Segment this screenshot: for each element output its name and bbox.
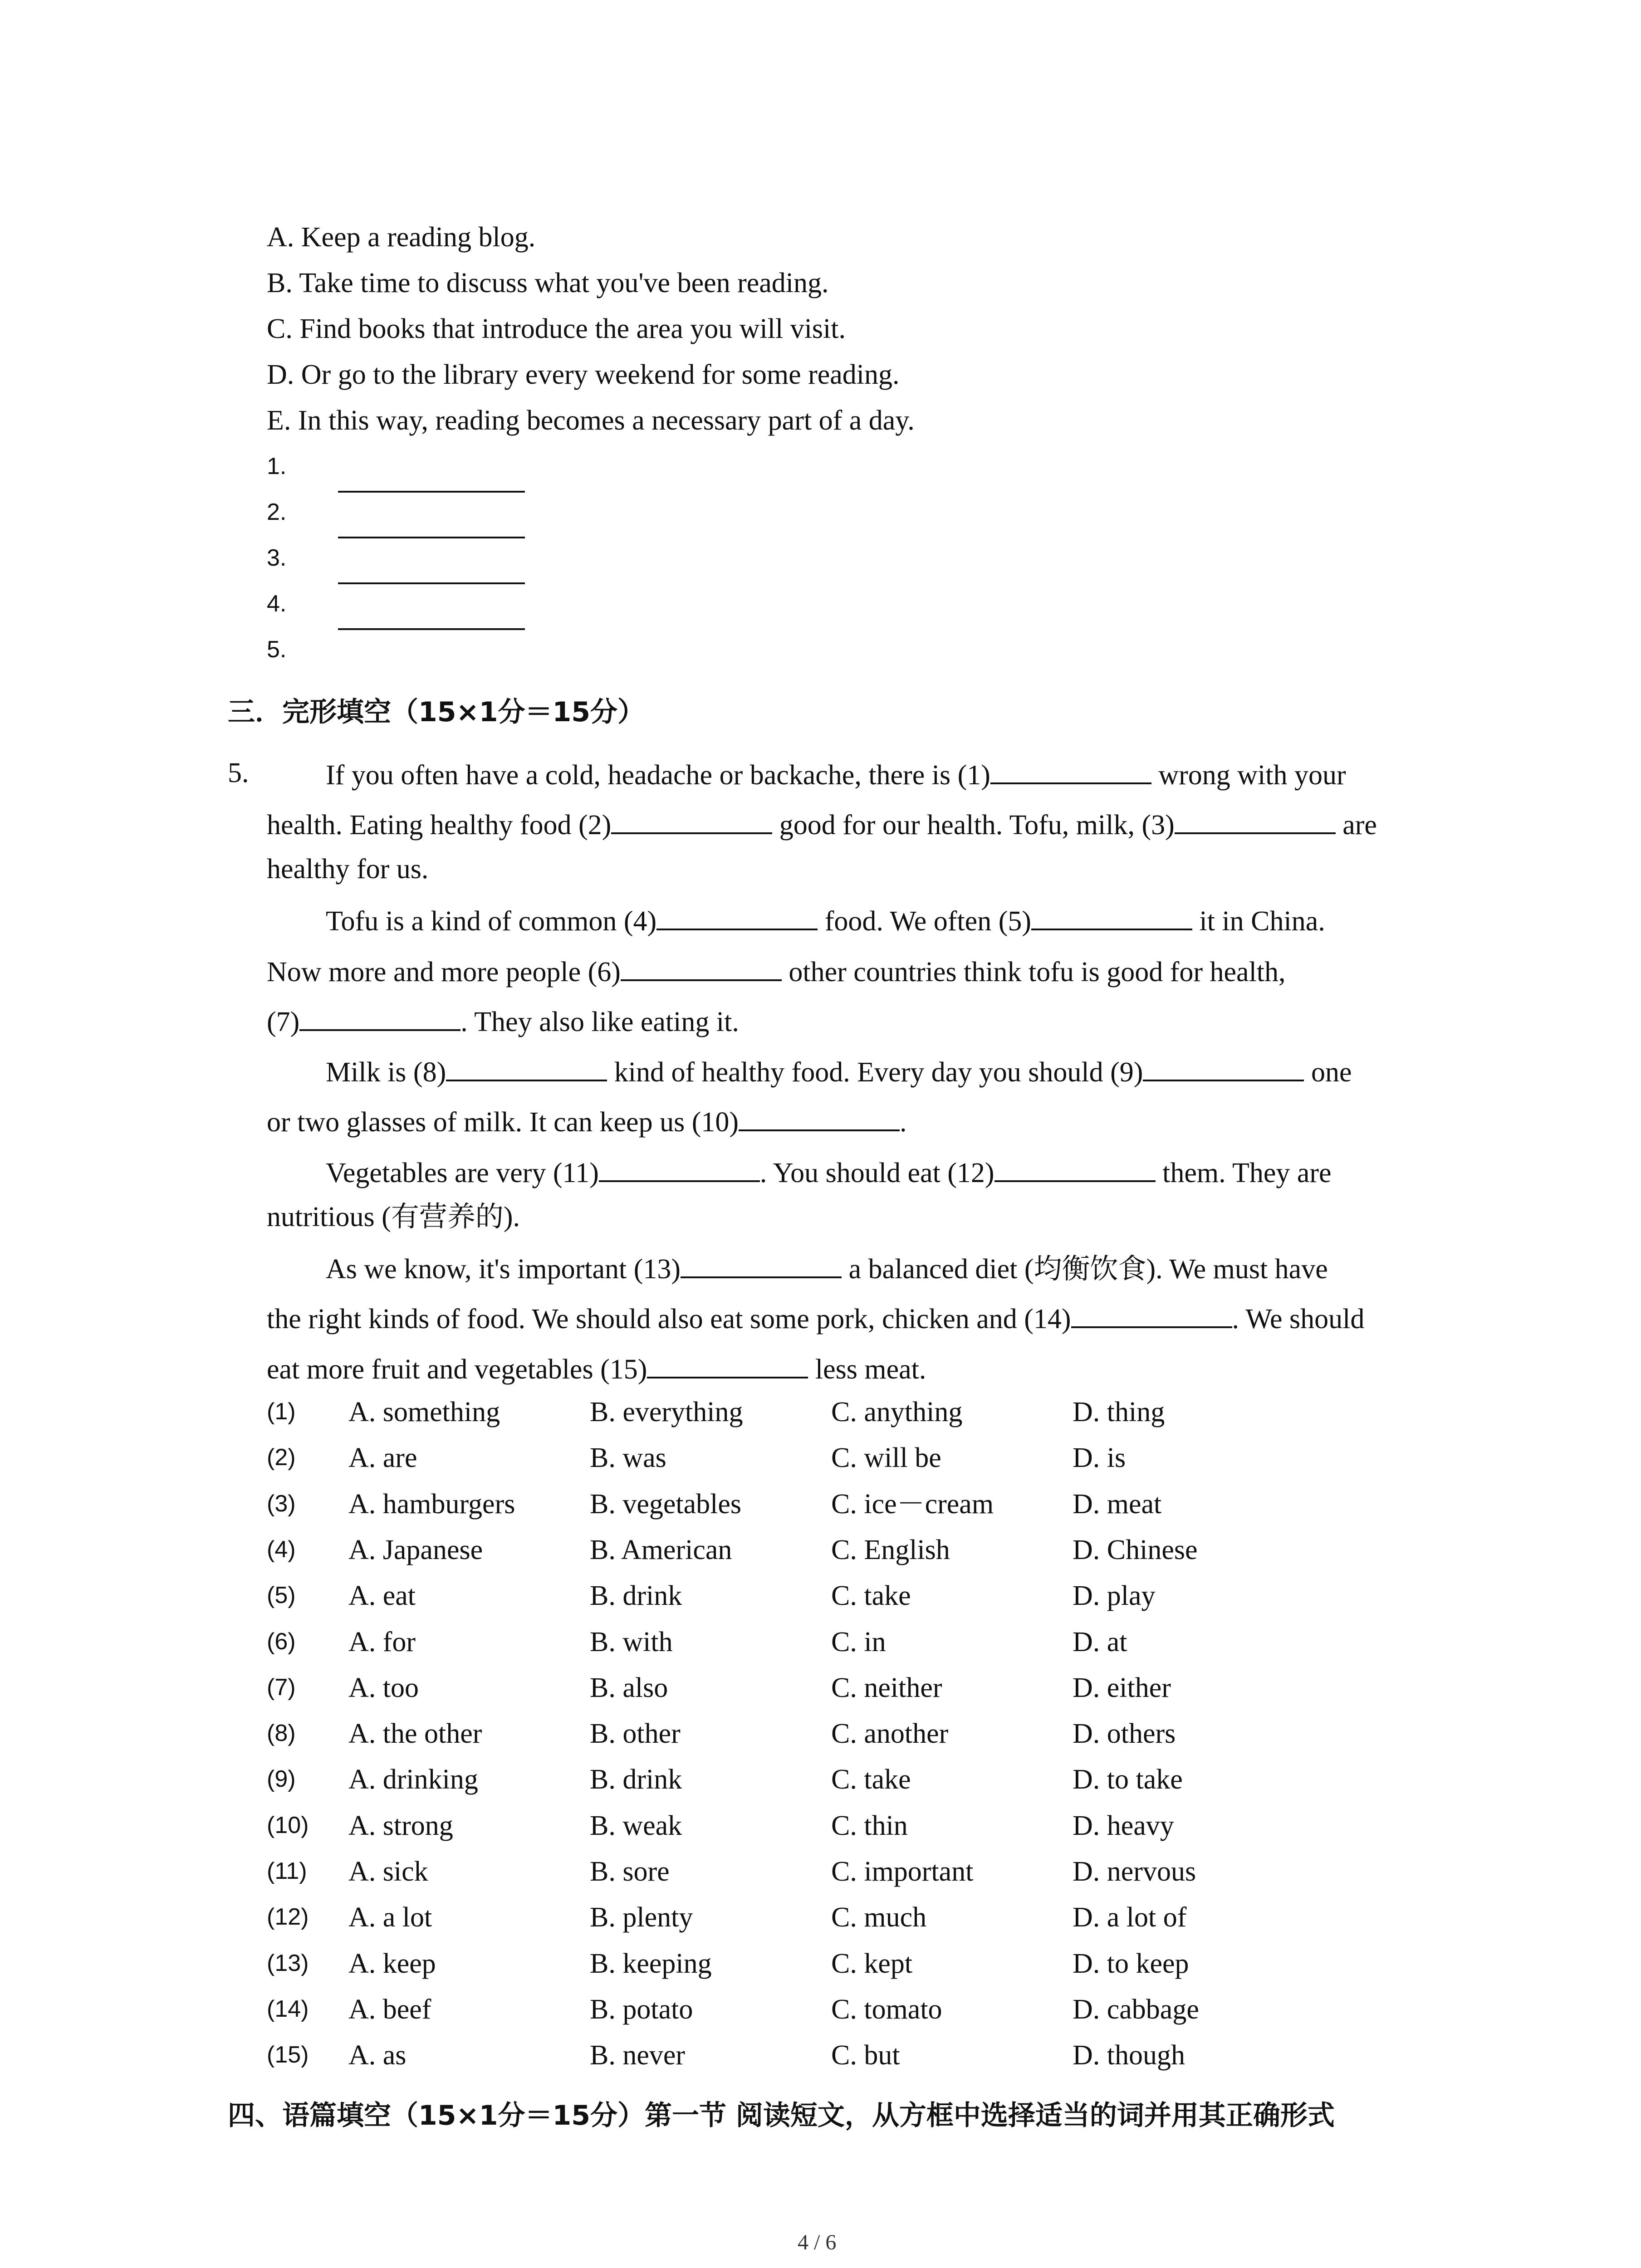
choice-number: (14) xyxy=(267,1996,309,2022)
choice-c[interactable]: C. will be xyxy=(831,1442,941,1473)
choice-a[interactable]: A. eat xyxy=(348,1580,416,1611)
choice-c[interactable]: C. in xyxy=(831,1627,886,1657)
blank-3[interactable] xyxy=(1175,809,1336,834)
choice-a[interactable]: A. hamburgers xyxy=(348,1489,515,1520)
choice-a[interactable]: A. as xyxy=(348,2040,407,2071)
blank-2[interactable] xyxy=(611,809,772,834)
choice-b[interactable]: B. drink xyxy=(590,1764,682,1795)
choice-number: (11) xyxy=(267,1858,307,1884)
choice-d[interactable]: D. at xyxy=(1073,1627,1127,1657)
choice-number: (13) xyxy=(267,1950,309,1976)
passage-line: Vegetables are very (11) . You should eat (12) them. They are xyxy=(326,1158,1332,1188)
choice-c[interactable]: C. English xyxy=(831,1535,950,1565)
blank-7[interactable] xyxy=(299,1006,460,1031)
passage-line: Now more and more people (6) other countries think tofu is good for health, xyxy=(267,957,1286,987)
passage-line: Tofu is a kind of common (4) food. We often (5) it in China. xyxy=(326,906,1325,937)
choice-d[interactable]: D. meat xyxy=(1073,1489,1162,1520)
choice-d[interactable]: D. though xyxy=(1073,2040,1185,2071)
section-heading-cloze: 三．完形填空（15×1分＝15分） xyxy=(228,696,645,728)
choice-number: (4) xyxy=(267,1536,296,1563)
choice-b[interactable]: B. drink xyxy=(590,1580,682,1611)
choice-c[interactable]: C. another xyxy=(831,1718,949,1749)
choice-b[interactable]: B. also xyxy=(590,1672,668,1703)
choice-d[interactable]: D. Chinese xyxy=(1073,1535,1198,1565)
passage-line: eat more fruit and vegetables (15) less meat. xyxy=(267,1354,926,1385)
choice-a[interactable]: A. the other xyxy=(348,1718,482,1749)
choice-number: (8) xyxy=(267,1720,296,1746)
blank-13[interactable] xyxy=(681,1253,842,1278)
choice-a[interactable]: A. beef xyxy=(348,1994,431,2025)
choice-number: (15) xyxy=(267,2042,309,2068)
choice-number: (10) xyxy=(267,1812,309,1838)
choice-b[interactable]: B. with xyxy=(590,1627,673,1657)
passage-line: healthy for us. xyxy=(267,854,429,885)
choice-d[interactable]: D. play xyxy=(1073,1580,1156,1611)
choice-b[interactable]: B. never xyxy=(590,2040,686,2071)
answer-line[interactable] xyxy=(338,537,525,538)
blank-12[interactable] xyxy=(994,1157,1156,1182)
choice-c[interactable]: C. thin xyxy=(831,1810,908,1841)
passage-line: If you often have a cold, headache or backache, there is (1) wrong with your xyxy=(326,760,1346,791)
choice-c[interactable]: C. take xyxy=(831,1764,911,1795)
passage-line: As we know, it's important (13) a balanced diet (均衡饮食). We must have xyxy=(326,1254,1328,1285)
choice-d[interactable]: D. either xyxy=(1073,1672,1171,1703)
answer-number: 5. xyxy=(267,636,287,663)
blank-8[interactable] xyxy=(446,1056,607,1081)
passage-line: or two glasses of milk. It can keep us (10) . xyxy=(267,1107,907,1138)
question-number: 5. xyxy=(228,758,249,788)
option-e: E. In this way, reading becomes a necessary part of a day. xyxy=(267,405,915,436)
choice-c[interactable]: C. ice－cream xyxy=(831,1489,994,1520)
passage-line: nutritious (有营养的). xyxy=(267,1202,520,1232)
choice-b[interactable]: B. sore xyxy=(590,1856,670,1887)
choice-c[interactable]: C. anything xyxy=(831,1397,963,1427)
choice-d[interactable]: D. cabbage xyxy=(1073,1994,1199,2025)
choice-a[interactable]: A. something xyxy=(348,1397,500,1427)
option-b: B. Take time to discuss what you've been reading. xyxy=(267,268,829,298)
choice-c[interactable]: C. kept xyxy=(831,1948,913,1979)
choice-number: (2) xyxy=(267,1444,296,1471)
choice-a[interactable]: A. too xyxy=(348,1672,419,1703)
choice-b[interactable]: B. other xyxy=(590,1718,681,1749)
answer-line[interactable] xyxy=(338,491,525,493)
answer-number: 1. xyxy=(267,453,287,479)
answer-number: 2. xyxy=(267,499,287,525)
choice-b[interactable]: B. weak xyxy=(590,1810,682,1841)
choice-c[interactable]: C. neither xyxy=(831,1672,942,1703)
choice-number: (12) xyxy=(267,1904,309,1930)
blank-10[interactable] xyxy=(739,1106,900,1131)
choice-c[interactable]: C. but xyxy=(831,2040,900,2071)
choice-a[interactable]: A. are xyxy=(348,1442,417,1473)
choice-a[interactable]: A. drinking xyxy=(348,1764,478,1795)
choice-d[interactable]: D. is xyxy=(1073,1442,1126,1473)
choice-number: (9) xyxy=(267,1766,296,1792)
choice-number: (5) xyxy=(267,1582,296,1608)
choice-number: (7) xyxy=(267,1674,296,1701)
option-a: A. Keep a reading blog. xyxy=(267,222,536,253)
blank-14[interactable] xyxy=(1071,1303,1232,1328)
answer-number: 3. xyxy=(267,545,287,571)
choice-d[interactable]: D. to take xyxy=(1073,1764,1183,1795)
passage-line: (7) . They also like eating it. xyxy=(267,1007,739,1037)
blank-4[interactable] xyxy=(656,905,818,930)
choice-a[interactable]: A. a lot xyxy=(348,1902,432,1933)
passage-line: health. Eating healthy food (2) good for our health. Tofu, milk, (3) are xyxy=(267,810,1377,841)
choice-d[interactable]: D. a lot of xyxy=(1073,1902,1187,1933)
blank-5[interactable] xyxy=(1031,905,1192,930)
choice-c[interactable]: C. tomato xyxy=(831,1994,942,2025)
choice-d[interactable]: D. to keep xyxy=(1073,1948,1189,1979)
choice-number: (3) xyxy=(267,1491,296,1517)
answer-number: 4. xyxy=(267,591,287,617)
choice-number: (1) xyxy=(267,1398,296,1425)
blank-6[interactable] xyxy=(621,956,782,981)
choice-a[interactable]: A. keep xyxy=(348,1948,436,1979)
choice-c[interactable]: C. take xyxy=(831,1580,911,1611)
choice-d[interactable]: D. heavy xyxy=(1073,1810,1174,1841)
choice-c[interactable]: C. important xyxy=(831,1856,974,1887)
section-heading-text-fill: 四、语篇填空（15×1分＝15分）第一节 阅读短文，从方框中选择适当的词并用其正确形式 xyxy=(228,2100,1335,2131)
choice-d[interactable]: D. thing xyxy=(1073,1397,1165,1427)
choice-number: (6) xyxy=(267,1628,296,1655)
choice-a[interactable]: A. Japanese xyxy=(348,1535,483,1565)
choice-a[interactable]: A. sick xyxy=(348,1856,428,1887)
choice-b[interactable]: B. vegetables xyxy=(590,1489,742,1520)
page-number: 4 / 6 xyxy=(798,2230,837,2254)
option-c: C. Find books that introduce the area you will visit. xyxy=(267,313,846,344)
choice-b[interactable]: B. keeping xyxy=(590,1948,712,1979)
passage-line: Milk is (8) kind of healthy food. Every day you should (9) one xyxy=(326,1057,1352,1088)
blank-9[interactable] xyxy=(1143,1056,1304,1081)
choice-b[interactable]: B. was xyxy=(590,1442,666,1473)
choice-d[interactable]: D. others xyxy=(1073,1718,1176,1749)
choice-b[interactable]: B. everything xyxy=(590,1397,743,1427)
answer-line[interactable] xyxy=(338,582,525,584)
choice-b[interactable]: B. plenty xyxy=(590,1902,693,1933)
choice-a[interactable]: A. strong xyxy=(348,1810,453,1841)
answer-line[interactable] xyxy=(338,628,525,630)
passage-line: the right kinds of food. We should also eat some pork, chicken and (14) . We should xyxy=(267,1304,1365,1334)
choice-d[interactable]: D. nervous xyxy=(1073,1856,1196,1887)
blank-15[interactable] xyxy=(647,1353,808,1378)
option-d: D. Or go to the library every weekend for some reading. xyxy=(267,359,900,390)
blank-1[interactable] xyxy=(990,759,1151,784)
choice-c[interactable]: C. much xyxy=(831,1902,927,1933)
choice-b[interactable]: B. American xyxy=(590,1535,732,1565)
choice-a[interactable]: A. for xyxy=(348,1627,416,1657)
choice-b[interactable]: B. potato xyxy=(590,1994,693,2025)
blank-11[interactable] xyxy=(599,1157,760,1182)
